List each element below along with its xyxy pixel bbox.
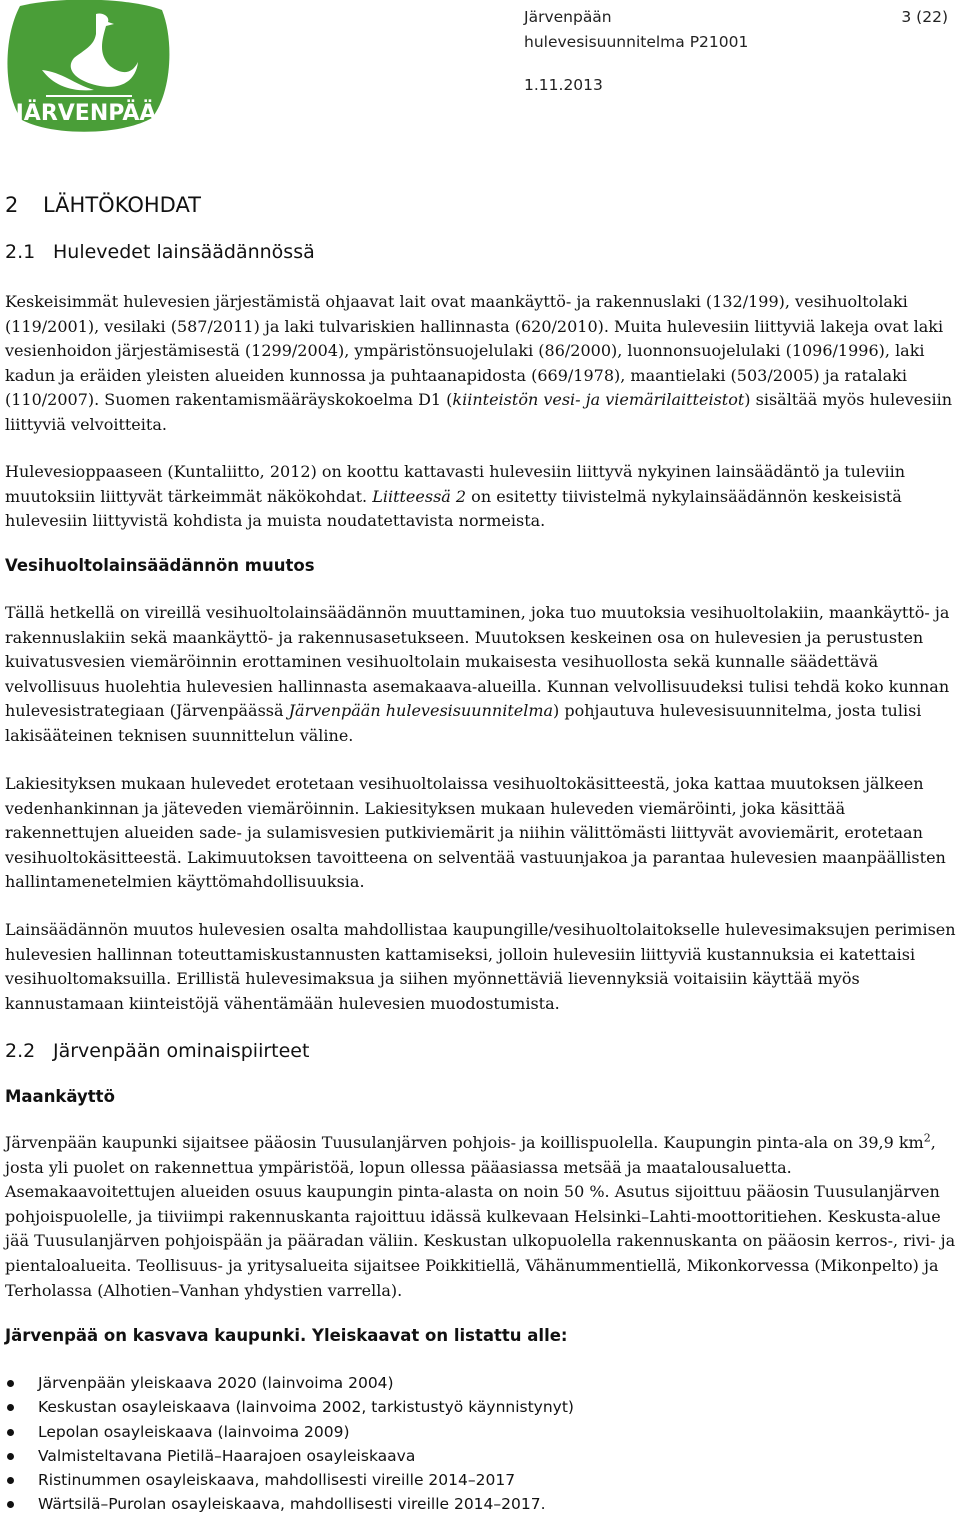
- paragraph-laws: [5, 290, 957, 438]
- paragraph-land-use-end: , josta yli puolet on rakennettua ympäristöä, lopun ollessa pääasiassa metsää ja maatalousaluetta. Asemakaavoitettujen alueiden osuus kaupungin pinta-alasta on noin 50 %. Asutus sijoittuu pääosin Tuusulanjärven pohjoispuolelle, ja tiiviimpi rakennuskanta rajoittuu idässä kulkevaan Helsinki–Lahti-moottoritiehen. Keskusta-alue jää Tuusulanjärven pohjoispään ja pääradan väliin. Keskustan ulkopuolella rakennuskanta on pääosin kerros-, rivi- ja pientaloalueita. Teollisuus- ja yritysalueita sijaitsee Poikkitiellä, Vähänummentiellä, Mikonkorvessa (Mikonpelto) ja Terholassa (Alhotien–Vanhan yhdystien varrella).: [5, 1133, 956, 1300]
- bullet-icon: [7, 1404, 14, 1411]
- header-page-number: 3 (22): [901, 8, 948, 26]
- paragraph-reform: [5, 601, 957, 749]
- bullet-icon: [7, 1429, 14, 1436]
- list-item-text: Ristinummen osayleiskaava, mahdollisesti vireille 2014–2017: [38, 1471, 516, 1490]
- paragraph-guide-end: on esitetty tiivistelmä nykylainsäädännön keskeisistä hulevesiin liittyvistä kohdista ja muista noudatettavista normeista.: [5, 486, 902, 531]
- header-date: 1.11.2013: [524, 76, 603, 94]
- paragraph-laws-italic: kiinteistön vesi- ja viemärilaitteistot: [452, 390, 745, 410]
- bullet-icon: [7, 1477, 14, 1484]
- list-item-text: Järvenpään yleiskaava 2020 (lainvoima 2004): [38, 1374, 394, 1392]
- area-unit-superscript: 2: [923, 1131, 931, 1145]
- paragraph-guide: [5, 460, 957, 534]
- section-2-title: LÄHTÖKOHDAT: [43, 193, 202, 217]
- bullet-icon: [7, 1501, 14, 1508]
- paragraph-proposal: Lakiesityksen mukaan hulevedet erotetaan vesihuoltolaissa vesihuoltokäsitteestä, joka kattaa muutoksen jälkeen vedenhankinnan ja jäteveden viemäröinnin. Lakiesityksen mukaan huleveden viemäröinti, joka käsittää rakennettujen alueiden sade- ja sulamisvesien putkiviemärit ja niihin välittömästi liittyvät avoviemärit, erotetaan vesihuoltokäsitteestä. Lakimuutoksen tavoitteena on selventää vastuunjakoa ja parantaa hulevesien maanpäällisten hallintamenetelmien käyttömahdollisuuksia.: [5, 774, 946, 892]
- growing-city-heading: Järvenpää on kasvava kaupunki. Yleiskaavat on listattu alle:: [5, 1326, 568, 1345]
- paragraph-fees: Lainsäädännön muutos hulevesien osalta mahdollistaa kaupungille/vesihuoltolaitokselle hulevesimaksujen perimisen hulevesien hallinnan toteuttamiskustannusten kattamiseksi, jolloin hulevesiin liittyviä kustannuksia ei katettaisi vesihuoltomaksuilla. Erillistä hulevesimaksua ja siihen myönnettäviä lievennyksiä voitaisiin käyttää myös kannustamaan kiinteistöjä vähentämään hulevesien muodostumista.: [5, 920, 956, 1013]
- paragraph-reform-text: Tällä hetkellä on vireillä vesihuoltolainsäädännön muuttaminen, joka tuo muutoksia vesihuoltolakiin, maankäyttö- ja rakennuslakiin sekä maankäyttö- ja rakennusasetukseen. Muutoksen keskeinen osa on hulevesien ja perustusten kuivatusvesien viemäröinnin erottaminen vesihuoltolain mukaisesta vesihuollosta sekä kunnalle säädettävä velvollisuus huolehtia hulevesien hallinnasta asemakaava-alueilla. Kunnan velvollisuudeksi tulisi tehdä koko kunnan hulevesistrategiaan (Järvenpäässä: [5, 603, 950, 721]
- list-item-text: Wärtsilä–Purolan osayleiskaava, mahdollisesti vireille 2014–2017.: [38, 1495, 546, 1514]
- section-2-2-number: 2.2: [5, 1040, 36, 1062]
- logo-text: JÄRVENPÄÄ: [15, 101, 157, 126]
- list-item-text: Valmisteltavana Pietilä–Haarajoen osayleiskaava: [38, 1446, 416, 1465]
- bullet-icon: [7, 1453, 14, 1460]
- header-document: hulevesisuunnitelma P21001: [524, 33, 749, 51]
- paragraph-guide-text: Hulevesioppaaseen (Kuntaliitto, 2012) on koottu kattavasti hulevesiin liittyvä nykyinen lainsäädäntö ja tuleviin muutoksiin liittyvät tärkeimmät näkökohdat.: [5, 462, 906, 506]
- section-2-heading: [5, 193, 201, 217]
- section-2-1-number: 2.1: [5, 241, 36, 263]
- section-2-2-title: Järvenpään ominaispiirteet: [53, 1040, 310, 1062]
- paragraph-laws-end: ) sisältää myös hulevesiin liittyviä velvoitteita.: [5, 390, 952, 434]
- section-2-number: 2: [5, 193, 19, 217]
- list-item-text: Keskustan osayleiskaava (lainvoima 2002, tarkistustyö käynnistynyt): [38, 1398, 574, 1417]
- logo-swan-icon: [2, 0, 172, 134]
- master-plan-list: [0, 1371, 955, 1517]
- list-item: [0, 1420, 955, 1444]
- paragraph-land-use-text: Järvenpään kaupunki sijaitsee pääosin Tuusulanjärven pohjois- ja koillispuolella. Kaupungin pinta-ala on 39,9 km: [5, 1133, 924, 1152]
- list-item: [0, 1444, 955, 1468]
- list-item: [0, 1395, 955, 1419]
- paragraph-guide-italic: Liitteessä 2: [372, 486, 467, 506]
- section-2-1-heading: [5, 241, 315, 263]
- header-city: Järvenpään: [524, 8, 612, 26]
- jarvenpaa-logo: [2, 0, 172, 134]
- list-item: [0, 1468, 955, 1492]
- vesihuolto-heading: Vesihuoltolainsäädännön muutos: [5, 556, 315, 575]
- maankaytto-heading: Maankäyttö: [5, 1087, 115, 1106]
- paragraph-laws-text: Keskeisimmät hulevesien järjestämistä ohjaavat lait ovat maankäyttö- ja rakennuslaki (132/199), vesihuoltolaki (119/2001), vesilaki (587/2011) ja laki tulvariskien hallinnasta (620/2010). Muita hulevesiin liittyviä lakeja ovat laki vesienhoidon järjestämisestä (1299/2004), ympäristönsuojelulaki (86/2000), luonnonsuojelulaki (1096/1996), laki kadun ja eräiden yleisten alueiden kunnossa ja puhtaanapidosta (669/1978), maantielaki (503/2005) ja ratalaki (110/2007). Suomen rakentamismääräyskokoelma D1 (: [5, 292, 944, 410]
- list-item: [0, 1492, 955, 1516]
- paragraph-land-use: [5, 1131, 957, 1303]
- section-2-2-heading: [5, 1040, 309, 1062]
- paragraph-reform-italic: Järvenpään hulevesisuunnitelma: [288, 701, 554, 721]
- section-2-1-title: Hulevedet lainsäädännössä: [53, 241, 315, 263]
- bullet-icon: [7, 1380, 14, 1387]
- list-item: [0, 1371, 955, 1395]
- paragraph-reform-end: ) pohjautuva hulevesisuunnitelma, josta tulisi lakisääteinen teknisen suunnittelun väline.: [5, 701, 922, 745]
- list-item-text: Lepolan osayleiskaava (lainvoima 2009): [38, 1422, 350, 1441]
